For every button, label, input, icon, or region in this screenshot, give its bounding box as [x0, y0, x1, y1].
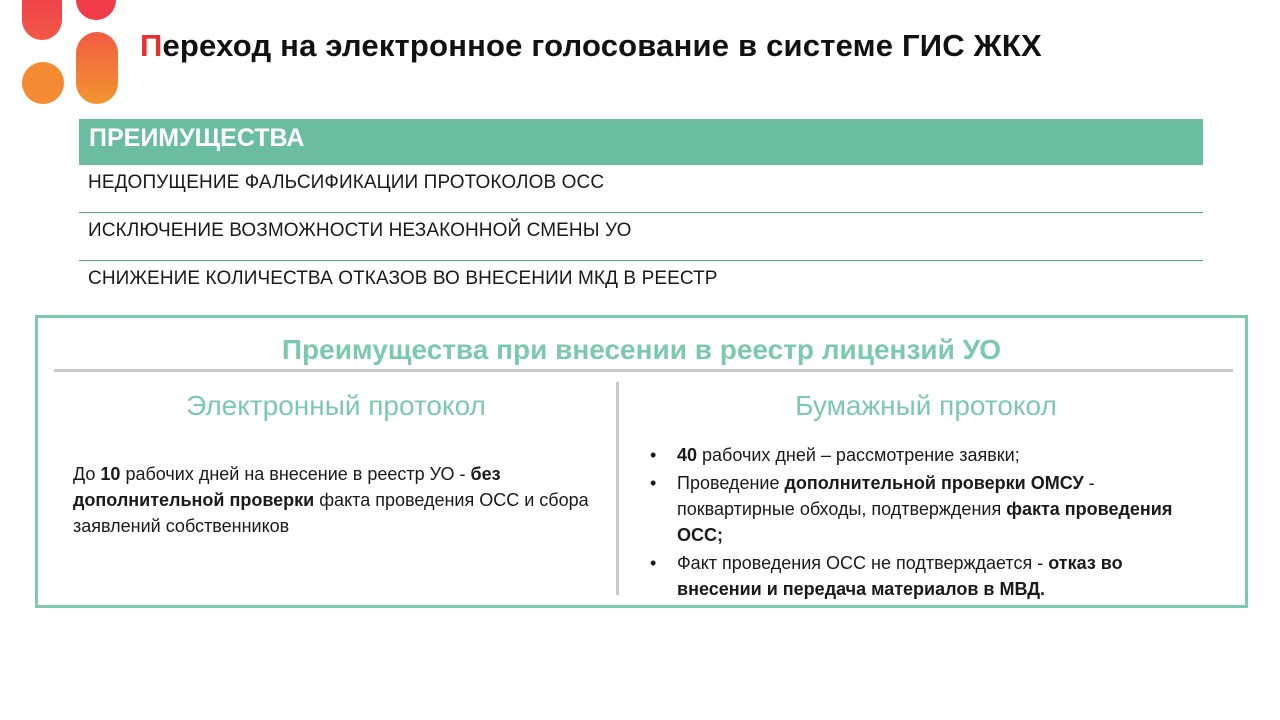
text-run-bold: 10: [100, 464, 121, 484]
advantages-header: ПРЕИМУЩЕСТВА: [79, 119, 1203, 165]
text-run: Факт проведения ОСС не подтверждается -: [677, 553, 1049, 573]
logo-shape: [22, 62, 64, 104]
divider: [54, 369, 1233, 372]
logo: [0, 0, 130, 110]
logo-shape: [76, 0, 116, 20]
logo-shape: [76, 32, 118, 104]
text-run: До: [73, 464, 101, 484]
panel-title: Преимущества при внесении в реестр лицензий УО: [281, 334, 1002, 365]
electronic-protocol-text: [73, 461, 613, 539]
paper-protocol-heading: Бумажный протокол: [795, 390, 1057, 421]
text-run: рабочих дней на внесение в реестр УО -: [120, 464, 471, 484]
advantages-table: [79, 119, 1203, 309]
text-run: факта проведения ОСС и сбора заявлений собственников: [73, 490, 589, 536]
electronic-protocol-heading: Электронный протокол: [186, 390, 486, 421]
logo-shape: [22, 0, 62, 40]
registry-advantages-panel: [35, 315, 1248, 608]
text-run-bold: факта проведения ОСС;: [677, 499, 1173, 545]
text-run-bold: 40: [677, 445, 698, 465]
list-item: [650, 442, 1210, 468]
page-title-text: ереход на электронное голосование в системе ГИС ЖКХ: [162, 28, 1042, 63]
paper-protocol-list: [650, 442, 1210, 604]
text-run-bold: без дополнительной проверки: [73, 464, 501, 510]
text-run: Проведение: [677, 473, 785, 493]
list-item: [650, 550, 1210, 602]
text-run: - поквартирные обходы, подтверждения: [677, 473, 1095, 519]
text-run: рабочих дней – рассмотрение заявки;: [697, 445, 1020, 465]
advantage-item: НЕДОПУЩЕНИЕ ФАЛЬСИФИКАЦИИ ПРОТОКОЛОВ ОСС: [79, 165, 1203, 213]
page-title-first-letter: П: [140, 28, 163, 63]
text-run-bold: отказ во внесении и передача материалов в МВД.: [677, 553, 1123, 599]
text-run-bold: дополнительной проверки ОМСУ: [784, 473, 1084, 493]
list-item: [650, 470, 1210, 548]
page-title: [140, 28, 1042, 64]
advantage-item: СНИЖЕНИЕ КОЛИЧЕСТВА ОТКАЗОВ ВО ВНЕСЕНИИ МКД В РЕЕСТР: [88, 268, 718, 289]
advantage-item: ИСКЛЮЧЕНИЕ ВОЗМОЖНОСТИ НЕЗАКОННОЙ СМЕНЫ УО: [79, 213, 1203, 261]
